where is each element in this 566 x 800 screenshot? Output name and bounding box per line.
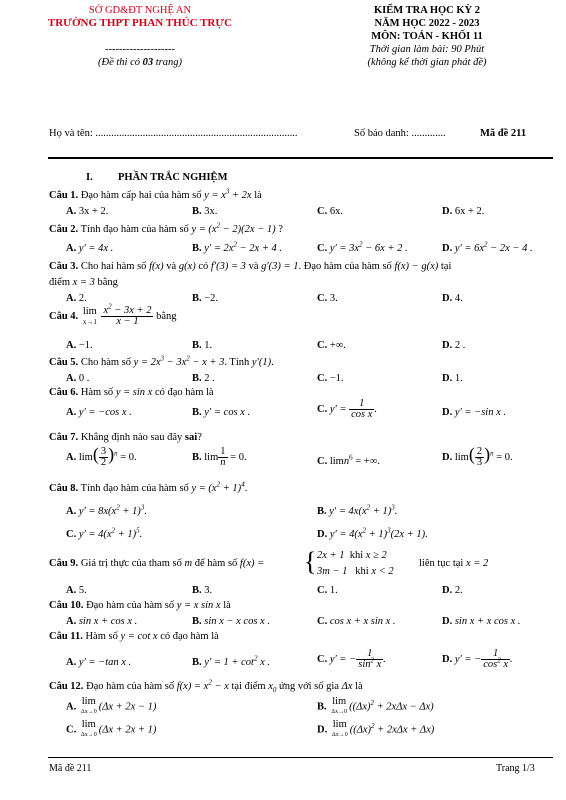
q6-option-a[interactable]: A. y′ = −cos x . [66, 407, 132, 418]
q9-option-c[interactable]: C. 1. [317, 585, 338, 596]
q7-option-b[interactable]: B. lim $\frac{1}{n}$ = 0. [192, 446, 247, 468]
q5-option-c[interactable]: C. −1. [317, 373, 344, 384]
question-6: Câu 6. Hàm số y = sin x có đạo hàm là [49, 387, 214, 398]
q9-option-a[interactable]: A. 5. [66, 585, 87, 596]
section-title: PHẦN TRẮC NGHIỆM [118, 172, 228, 183]
q12-option-d[interactable]: D. lim Δx→0 $((\Delta x)^2 + 2x\Delta x + \Delta x)$ [317, 719, 435, 738]
exam-title: KIỂM TRA HỌC KỲ 2 [374, 5, 480, 16]
q1-option-b[interactable]: B. 3x. [192, 206, 218, 217]
section-number: I. [86, 172, 93, 183]
q4-option-c[interactable]: C. +∞. [317, 340, 346, 351]
q12-option-c[interactable]: C. lim Δx→0 (Δx + 2x + 1) [66, 719, 157, 738]
department-name: SỞ GD&ĐT NGHỆ AN [88, 5, 192, 16]
q6-option-d[interactable]: D. y′ = −sin x . [442, 407, 507, 418]
q10-option-b[interactable]: B. sin x − x cos x . [192, 616, 270, 627]
q1-option-d[interactable]: D. 6x + 2. [442, 206, 485, 217]
q6-option-c[interactable]: C. y′ = $\frac{1}{\text{cos x}}$ . [317, 398, 378, 420]
q7-option-c[interactable]: C. limn$^6$ = +∞. [317, 453, 380, 467]
name-field: Họ và tên: ............................................................................. [49, 128, 298, 139]
school-name: TRƯỜNG THPT PHAN THÚC TRỰC [47, 17, 233, 29]
question-10: Câu 10. Đạo hàm của hàm số y = x sin x là [49, 600, 231, 611]
q11-option-d[interactable]: D. y′ = − $\frac{1}{\cos^2 x}$ . [442, 648, 513, 670]
q4-option-b[interactable]: B. 1. [192, 340, 213, 351]
question-8: Câu 8. Tính đạo hàm của hàm số $y = (x^2 + 1)^4$. [49, 480, 248, 494]
question-12: Câu 12. Đạo hàm của hàm số $f(x) = x^2 - x$ tại điểm $x_0$ ứng với số gia Δx là [49, 678, 363, 695]
question-5: Câu 5. Cho hàm số $y = 2x^3 - 3x^2 - x + 3$. Tính y′(1). [49, 354, 274, 368]
q8-option-d[interactable]: D. $y' = 4(x^2 + 1)^3(2x + 1)$. [317, 526, 428, 540]
question-3-line-2: điểm x = 3 bằng [49, 277, 118, 288]
q5-option-b[interactable]: B. 2 . [192, 373, 215, 384]
question-9: Câu 9. Giá trị thực của tham số m để hàm số f(x) = { 2x + 1 khi x ≥ 2 3m − 1 khi x < 2 liên tục tại x = 2 [49, 547, 489, 577]
header-divider [48, 157, 553, 159]
q10-option-d[interactable]: D. sin x + x cos x . [442, 616, 521, 627]
q2-option-d[interactable]: D. $y' = 6x^2 - 2x - 4$ . [442, 240, 533, 254]
duration: Thời gian làm bài: 90 Phút [369, 44, 485, 55]
q12-option-a[interactable]: A. lim Δx→0 (Δx + 2x − 1) [66, 696, 157, 715]
q5-option-d[interactable]: D. 1. [442, 373, 463, 384]
q10-option-a[interactable]: A. sin x + cos x . [66, 616, 138, 627]
question-3: Câu 3. Cho hai hàm số f(x) và g(x) có f′(3) = 3 và g′(3) = 1. Đạo hàm của hàm số f(x) − g(x) tại [49, 261, 452, 272]
exam-code: Mã đề 211 [480, 128, 527, 139]
q2-option-a[interactable]: A. y′ = 4x . [66, 243, 114, 254]
q7-option-d[interactable]: D. lim( $\frac{2}{3}$ )$^n$ = 0. [442, 443, 513, 468]
q1-option-c[interactable]: C. 6x. [317, 206, 343, 217]
q1-option-a[interactable]: A. 3x + 2. [66, 206, 109, 217]
q12-option-b[interactable]: B. lim Δx→0 $((\Delta x)^2 + 2x\Delta x - \Delta x)$ [317, 696, 434, 715]
duration-note: (không kể thời gian phát đề) [367, 57, 487, 68]
q5-option-a[interactable]: A. 0 . [66, 373, 90, 384]
q4-option-d[interactable]: D. 2 . [442, 340, 466, 351]
question-1: Câu 1. Đạo hàm cấp hai của hàm số $y = x^3 + 2x$ là [49, 187, 262, 201]
school-year: NĂM HỌC 2022 - 2023 [374, 18, 480, 29]
q9-option-b[interactable]: B. 3. [192, 585, 213, 596]
q3-option-d[interactable]: D. 4. [442, 293, 463, 304]
q11-option-c[interactable]: C. y′ = − $\frac{1}{\sin^2 x}$ . [317, 648, 386, 670]
dashes: -------------------- [105, 44, 175, 55]
pages-note: (Đề thi có 03 trang) [98, 57, 182, 68]
q8-option-b[interactable]: B. $y' = 4x(x^2 + 1)^3$. [317, 503, 398, 517]
subject: MÔN: TOÁN - KHỐI 11 [371, 31, 483, 42]
question-7: Câu 7. Khẳng định nào sau đây sai? [49, 432, 202, 443]
question-4: Câu 4. lim x→1 $\frac{x^2 - 3x + 2}{x - 1}$ bằng [49, 302, 177, 327]
q3-option-c[interactable]: C. 3. [317, 293, 338, 304]
candidate-id-field: Số báo danh: ............. [354, 128, 446, 139]
school-header [40, 4, 240, 69]
q9-option-d[interactable]: D. 2. [442, 585, 463, 596]
footer-page-number: Trang 1/3 [496, 763, 535, 774]
q8-option-a[interactable]: A. $y' = 8x(x^2 + 1)^3$. [66, 503, 147, 517]
q3-option-b[interactable]: B. −2. [192, 293, 219, 304]
q4-option-a[interactable]: A. −1. [66, 340, 93, 351]
footer-divider [48, 757, 553, 758]
footer-exam-code: Mã đề 211 [49, 763, 92, 774]
q2-option-c[interactable]: C. $y' = 3x^2 - 6x + 2$ . [317, 240, 408, 254]
q6-option-b[interactable]: B. y′ = cos x . [192, 407, 251, 418]
question-11: Câu 11. Hàm số y = cot x có đạo hàm là [49, 631, 219, 642]
q11-option-b[interactable]: B. $y' = 1 + \cot^2 x$ . [192, 654, 271, 668]
exam-header [322, 4, 532, 69]
q7-option-a[interactable]: A. lim( $\frac{3}{2}$ )$^n$ = 0. [66, 443, 137, 468]
q8-option-c[interactable]: C. $y' = 4(x^2 + 1)^5$. [66, 526, 143, 540]
q2-option-b[interactable]: B. $y' = 2x^2 - 2x + 4$ . [192, 240, 283, 254]
q10-option-c[interactable]: C. cos x + x sin x . [317, 616, 396, 627]
question-2: Câu 2. Tính đạo hàm của hàm số $y = (x^2 - 2)(2x - 1)$ ? [49, 221, 283, 235]
q3-option-a[interactable]: A. 2. [66, 293, 87, 304]
q11-option-a[interactable]: A. y′ = −tan x . [66, 657, 132, 668]
